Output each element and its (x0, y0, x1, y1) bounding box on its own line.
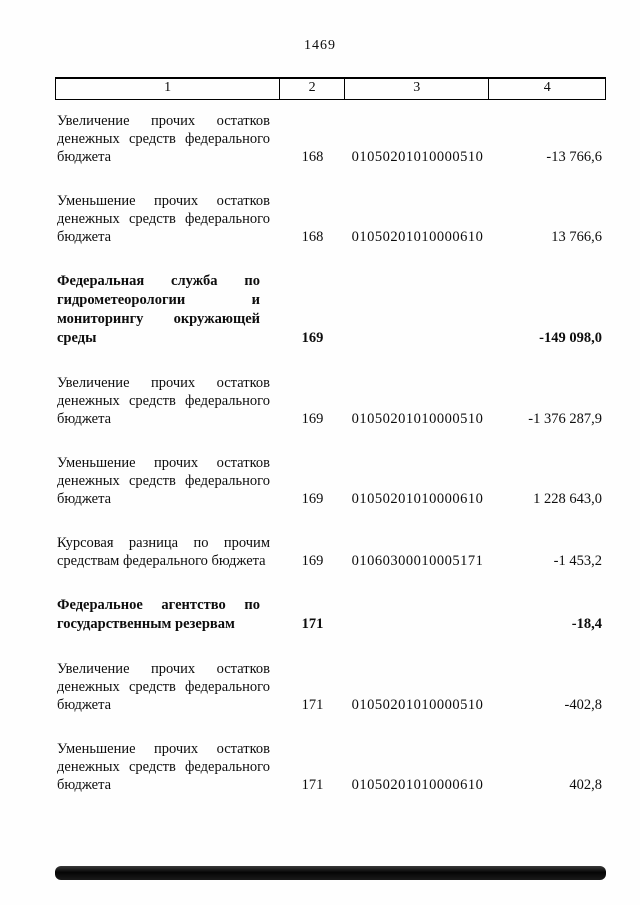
row-name: Уменьшение прочих остатков денежных средств федерального бюджета (57, 193, 270, 245)
page-number: 1469 (304, 38, 336, 53)
header-cell-1: 1 (56, 79, 280, 99)
row-amount: 402,8 (569, 777, 602, 793)
table-row (55, 454, 606, 508)
row-chapter-code: 169 (301, 491, 324, 507)
section-row (55, 272, 606, 348)
row-amount: -402,8 (564, 697, 602, 713)
header-cell-4: 4 (543, 80, 551, 95)
row-chapter-code: 168 (301, 149, 324, 165)
row-amount: 13 766,6 (551, 229, 602, 245)
table-row (55, 534, 606, 570)
table-row (55, 660, 606, 714)
row-amount: -13 766,6 (546, 149, 602, 165)
row-chapter-code: 171 (301, 777, 324, 793)
row-kbk-code: 01050201010000510 (351, 697, 484, 713)
row-amount: -1 376 287,9 (528, 411, 602, 427)
row-name: Федеральная служба по гидрометеорологии и мониторингу окружающей среды (57, 273, 260, 346)
table-row (55, 374, 606, 428)
header-cell-3: 3 (345, 79, 489, 99)
row-amount: -18,4 (571, 616, 602, 632)
table-row (55, 740, 606, 794)
table-row (55, 192, 606, 246)
row-kbk-code: 01050201010000610 (351, 229, 484, 245)
row-kbk-code: 01050201010000610 (351, 491, 484, 507)
scan-artifact-bar (55, 866, 606, 880)
row-name: Увеличение прочих остатков денежных средств федерального бюджета (57, 375, 270, 427)
row-chapter-code: 169 (301, 553, 324, 569)
row-name: Курсовая разница по прочим средствам федерального бюджета (57, 535, 270, 569)
row-chapter-code: 169 (301, 411, 324, 427)
row-kbk-code: 01050201010000510 (351, 149, 484, 165)
row-chapter-code: 168 (301, 229, 324, 245)
row-chapter-code: 169 (301, 330, 324, 346)
section-row (55, 596, 606, 634)
row-name: Уменьшение прочих остатков денежных средств федерального бюджета (57, 741, 270, 793)
header-cell-2: 2 (280, 79, 345, 99)
row-kbk-code: 01060300010005171 (351, 553, 484, 569)
row-amount: 1 228 643,0 (533, 491, 602, 507)
row-kbk-code: 01050201010000510 (351, 411, 484, 427)
row-kbk-code: 01050201010000610 (351, 777, 484, 793)
row-amount: -1 453,2 (553, 553, 602, 569)
table-row (55, 112, 606, 166)
table-body (55, 100, 606, 794)
table-header (55, 77, 606, 100)
row-chapter-code: 171 (301, 697, 324, 713)
budget-table (55, 77, 606, 794)
row-chapter-code: 171 (301, 616, 324, 632)
row-name: Федеральное агентство по государственным резервам (57, 597, 260, 632)
row-amount: -149 098,0 (539, 330, 602, 346)
row-name: Уменьшение прочих остатков денежных средств федерального бюджета (57, 455, 270, 507)
row-name: Увеличение прочих остатков денежных средств федерального бюджета (57, 661, 270, 713)
row-name: Увеличение прочих остатков денежных средств федерального бюджета (57, 113, 270, 165)
